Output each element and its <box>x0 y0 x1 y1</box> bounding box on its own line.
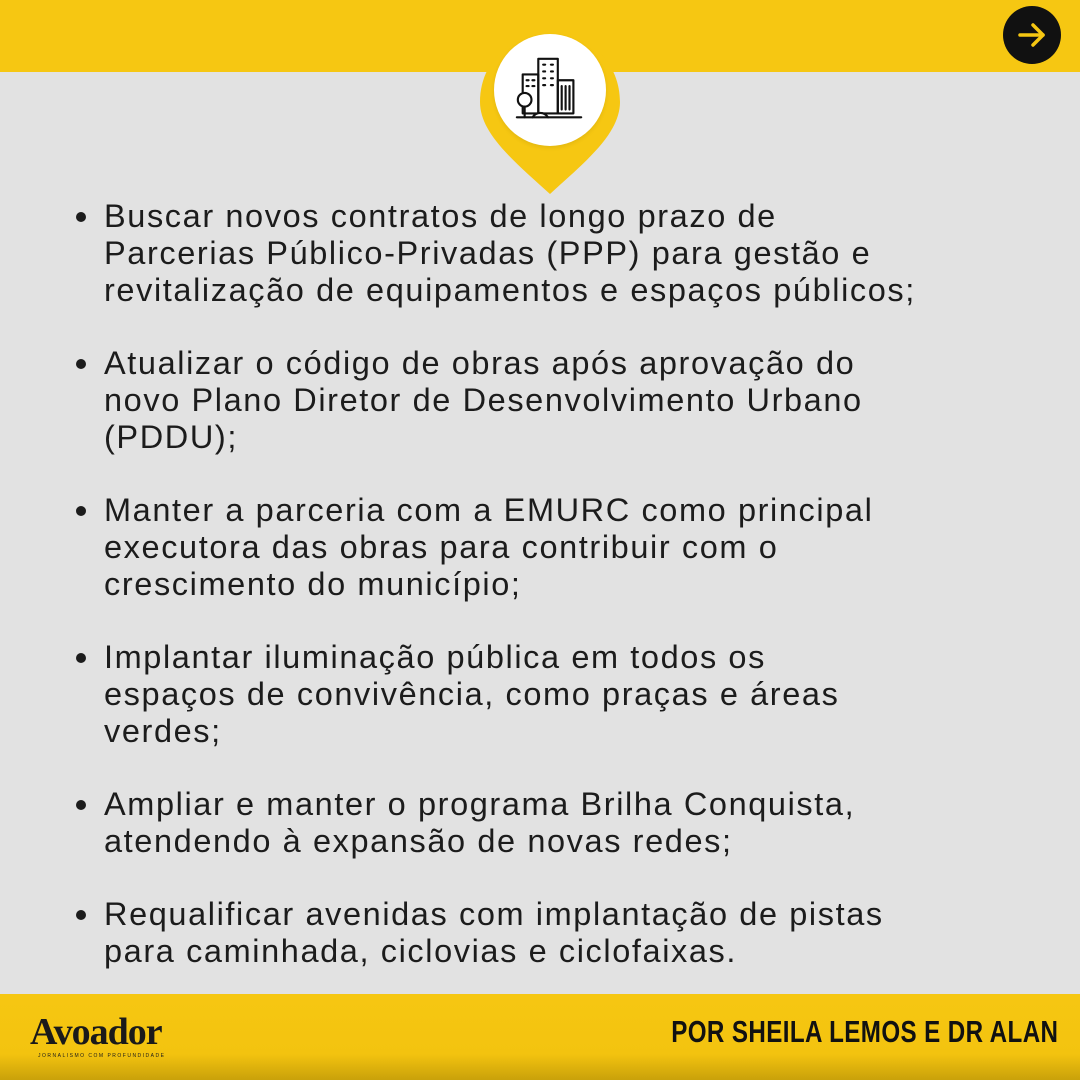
bullet-list <box>72 198 1052 1006</box>
bullet-line: Implantar iluminação pública em todos os <box>104 639 766 675</box>
bullet-dot <box>76 910 86 920</box>
list-item <box>72 786 1052 860</box>
location-pin-badge <box>480 34 620 194</box>
bullet-line: novo Plano Diretor de Desenvolvimento Urbano <box>104 382 863 418</box>
bullet-line: crescimento do município; <box>104 566 522 602</box>
bullet-dot <box>76 359 86 369</box>
list-item <box>72 639 1052 750</box>
bullet-line: espaços de convivência, como praças e áreas <box>104 676 840 712</box>
next-button[interactable] <box>1003 6 1061 64</box>
bullet-line: Buscar novos contratos de longo prazo de <box>104 198 777 234</box>
bullet-line: revitalização de equipamentos e espaços públicos; <box>104 272 916 308</box>
bullet-line: Atualizar o código de obras após aprovação do <box>104 345 856 381</box>
bullet-line: atendendo à expansão de novas redes; <box>104 823 733 859</box>
bullet-dot <box>76 800 86 810</box>
list-item <box>72 345 1052 456</box>
bullet-dot <box>76 653 86 663</box>
city-buildings-icon <box>511 51 589 129</box>
arrow-right-icon <box>1014 17 1050 53</box>
pin-circle <box>494 34 606 146</box>
list-item <box>72 492 1052 603</box>
bullet-line: (PDDU); <box>104 419 238 455</box>
bullet-line: Requalificar avenidas com implantação de pistas <box>104 896 884 932</box>
avoador-logo <box>30 1012 190 1062</box>
bullet-line: verdes; <box>104 713 222 749</box>
bullet-line: para caminhada, ciclovias e ciclofaixas. <box>104 933 738 969</box>
author-credit: POR SHEILA LEMOS E DR ALAN <box>670 1014 1058 1049</box>
bullet-dot <box>76 212 86 222</box>
bullet-line: executora das obras para contribuir com o <box>104 529 779 565</box>
list-item <box>72 198 1052 309</box>
logo-tagline: JORNALISMO COM PROFUNDIDADE <box>38 1053 166 1059</box>
bullet-line: Ampliar e manter o programa Brilha Conquista, <box>104 786 856 822</box>
list-item <box>72 896 1052 970</box>
bullet-dot <box>76 506 86 516</box>
bullet-line: Manter a parceria com a EMURC como principal <box>104 492 874 528</box>
logo-wordmark: Avoador <box>30 1011 162 1053</box>
bullet-line: Parcerias Público-Privadas (PPP) para gestão e <box>104 235 872 271</box>
